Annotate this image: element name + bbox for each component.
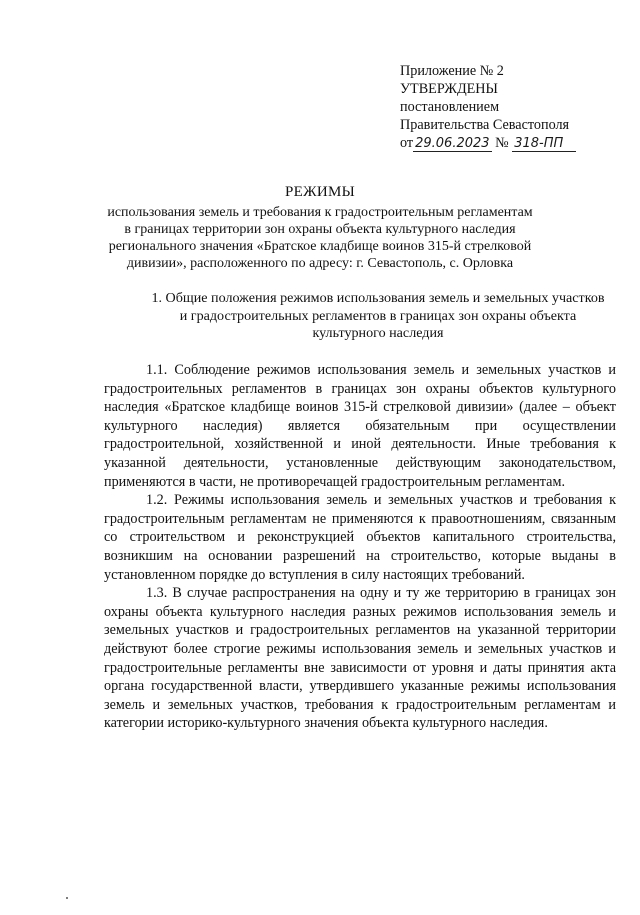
title-line: использования земель и требования к градостроительным регламентам	[107, 205, 533, 220]
date-number-line	[400, 134, 576, 152]
title-line: дивизии», расположенного по адресу: г. Севастополь, с. Орловка	[126, 256, 514, 271]
approved-label: УТВЕРЖДЕНЫ	[400, 81, 498, 97]
title-main: РЕЖИМЫ	[285, 184, 355, 200]
handwritten-date: 29.06.2023	[415, 136, 490, 151]
appendix-label: Приложение № 2	[400, 63, 504, 79]
page-speck	[66, 897, 68, 899]
section-heading: 1. Общие положения режимов использования земель и земельных участков и градостроительных регламентов в границах зон охраны объекта культурного наследия	[151, 290, 605, 341]
handwritten-number: 318-ПП	[512, 136, 576, 152]
paragraph-1-3: 1.3. В случае распространения на одну и ту же территорию в границах зон охраны объекта культурного наследия разных режимов использования земель и земельных участков и градостроительных регламентов на указанной территории действуют более строгие режимы использования земель и земельных участков и градостроительные регламенты вне зависимости от уровня и даты принятия акта органа государственной власти, утвердившего указанные режимы использования земель и земельных участков, требования к градостроительным регламентам и категории историко-культурного значения объекта культурного наследия.	[104, 585, 616, 732]
date-prefix: от	[400, 135, 414, 151]
government-label: Правительства Севастополя	[400, 117, 570, 133]
paragraph-1-1: 1.1. Соблюдение режимов использования земель и земельных участков и градостроительных регламентов в границах зон охраны объектов культурного наследия «Братское кладбище воинов 315-й стрелковой дивизии» (далее – объект культурного наследия) является обязательным при осуществлении градостроительной, хозяйственной и иной деятельности. Иные требования к указанной деятельности, установленные действующим законодательством, применяются в части, не противоречащей градостроительным регламентам.	[104, 362, 616, 490]
title-line: регионального значения «Братское кладбище воинов 315-й стрелковой	[108, 239, 532, 254]
document-title	[105, 184, 535, 272]
resolution-label: постановлением	[400, 99, 500, 115]
number-prefix: №	[495, 135, 509, 151]
approval-block	[400, 62, 576, 152]
title-line: в границах территории зон охраны объекта культурного наследия	[124, 222, 516, 237]
section-body	[104, 361, 616, 733]
paragraph-1-2: 1.2. Режимы использования земель и земельных участков и требования к градостроительным регламентам не применяются к правоотношениям, связанным со строительством и реконструкцией объектов капитального строительства, возникшим на основании разрешений на строительство, которые выданы в установленном порядке до вступления в силу настоящих требований.	[104, 492, 616, 583]
